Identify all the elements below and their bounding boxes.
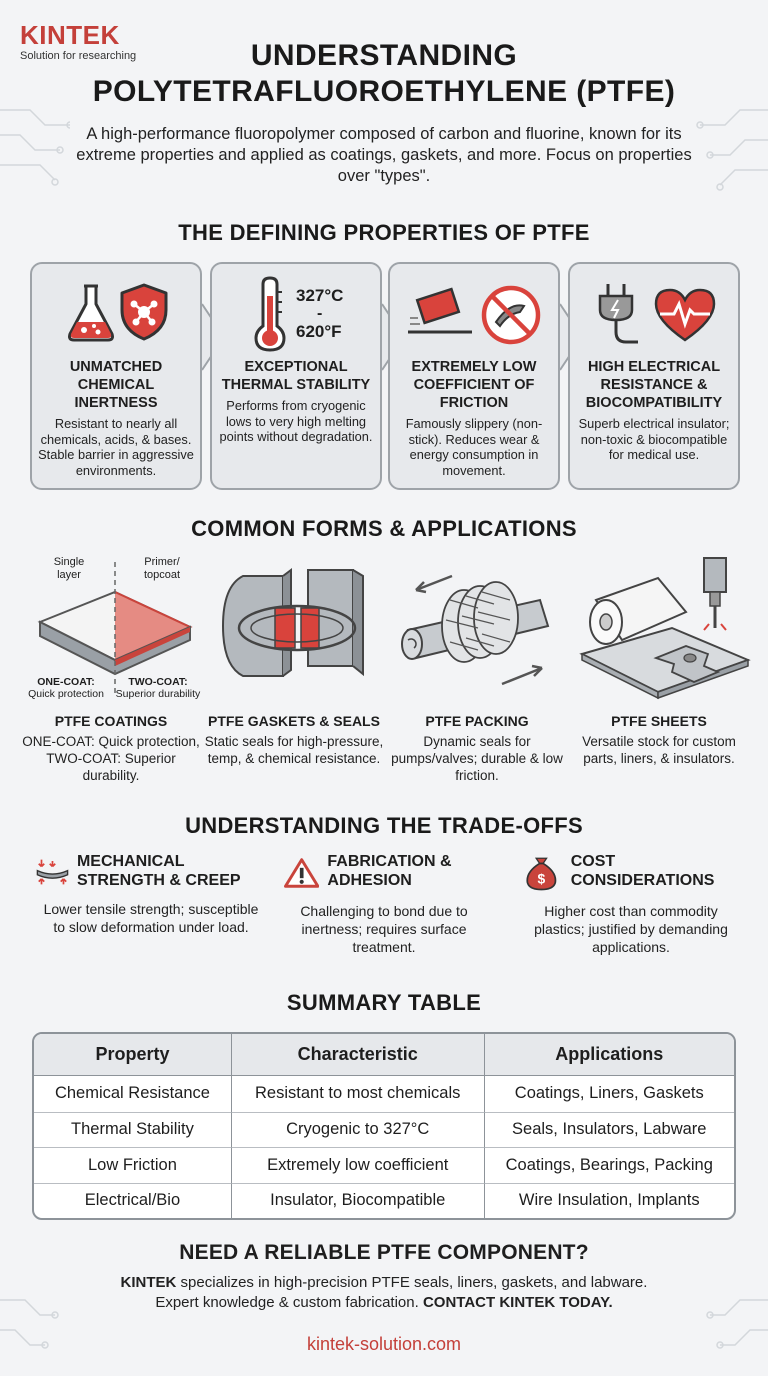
summary-heading: SUMMARY TABLE (286, 990, 482, 1015)
plug-icon (594, 280, 642, 350)
cta-line2: Expert knowledge & custom fabrication. (155, 1294, 423, 1311)
cta-heading: NEED A RELIABLE PTFE COMPONENT? (179, 1241, 589, 1264)
table-cell: Extremely low coefficient (231, 1147, 484, 1183)
table-cell: Coatings, Liners, Gaskets (484, 1076, 735, 1112)
page-title: UNDERSTANDING POLYTETRAFLUOROETHYLENE (PTFE) (92, 39, 676, 108)
tradeoff-desc: Lower tensile strength; susceptible to slow deformation under load. (43, 901, 259, 935)
money-bag-icon (524, 852, 559, 894)
property-desc: Performs from cryogenic lows to very high melting points without degradation. (219, 398, 373, 444)
table-header: Applications (484, 1034, 735, 1076)
coating-label-one (20, 676, 112, 700)
property-title: UNMATCHED CHEMICAL INERTNESS (69, 359, 163, 411)
table-cell: Insulator, Biocompatible (231, 1183, 484, 1219)
sliding-block-icon (406, 286, 476, 344)
sheet-roll-icon (576, 554, 754, 704)
table-cell: Thermal Stability (34, 1112, 231, 1148)
heart-pulse-icon (650, 286, 720, 344)
form-title: PTFE COATINGS (54, 713, 168, 729)
intro-text: A high-performance fluoropolymer composed of carbon and fluorine, known for its extreme properties and applied as coatings, gaskets, and more. Focus on properties over "types". (76, 125, 692, 185)
table-row (34, 1076, 734, 1112)
cta-line1: specializes in high-precision PTFE seals, liners, gaskets, and labware. (176, 1274, 648, 1291)
one-coat-label: ONE-COAT: (37, 676, 95, 688)
temp-high-c: 327°C (296, 286, 344, 305)
table-cell: Chemical Resistance (54, 1084, 210, 1103)
property-title: EXCEPTIONAL THERMAL STABILITY (221, 359, 371, 393)
tradeoff-cost (524, 852, 738, 972)
two-coat-sub: Superior durability (115, 688, 201, 700)
forms-row (20, 552, 750, 802)
table-cell: Resistant to most chemicals (231, 1076, 484, 1112)
table-row (34, 1183, 734, 1219)
forms-heading: COMMON FORMS & APPLICATIONS (191, 516, 577, 541)
temp-high-f: 620°F (296, 322, 342, 341)
form-title: PTFE PACKING (425, 713, 529, 729)
website-link[interactable]: kintek-solution.com (306, 1334, 462, 1354)
form-desc: Dynamic seals for pumps/valves; durable & low friction. (391, 734, 563, 783)
shield-icon (118, 282, 170, 342)
table-cell: Wire Insulation, Implants (484, 1183, 735, 1219)
tradeoff-desc: Higher cost than commodity plastics; justified by demanding applications. (534, 903, 728, 955)
table-row (34, 1147, 734, 1183)
tradeoff-title: FABRICATION & ADHESION (327, 853, 452, 889)
form-title: PTFE SHEETS (611, 713, 707, 729)
table-cell: Low Friction (34, 1147, 231, 1183)
table-header: Property (34, 1034, 231, 1076)
summary-table (32, 1032, 736, 1220)
table-cell: Coatings, Bearings, Packing (484, 1147, 735, 1183)
one-coat-sub: Quick protection (28, 688, 104, 700)
tradeoff-desc: Challenging to bond due to inertness; requires surface treatment. (300, 903, 468, 955)
gasket-flange-icon (213, 556, 378, 701)
property-desc: Superb electrical insulator; non-toxic & biocompatible for medical use. (578, 416, 730, 462)
properties-row (30, 262, 740, 490)
packing-shaft-icon (394, 556, 564, 701)
properties-heading: THE DEFINING PROPERTIES OF PTFE (178, 220, 590, 245)
form-coatings (20, 552, 202, 802)
form-packing (386, 552, 568, 802)
two-coat-label: TWO-COAT: (128, 676, 188, 688)
coating-label-primer: Primer/ topcoat (143, 556, 181, 581)
cta-brand: KINTEK (120, 1274, 177, 1291)
table-row (34, 1112, 734, 1148)
coating-label-single: Single layer (53, 556, 85, 581)
table-header-row (34, 1034, 734, 1076)
form-sheets (568, 552, 750, 802)
coating-label-two (112, 676, 204, 700)
cta-text (20, 1273, 748, 1313)
property-card-friction (388, 262, 560, 490)
form-gaskets (203, 552, 385, 802)
property-title: EXTREMELY LOW COEFFICIENT OF FRICTION (411, 359, 537, 411)
form-title: PTFE GASKETS & SEALS (208, 713, 380, 729)
property-card-chemical (30, 262, 202, 490)
brand-name: KINTEK (20, 20, 120, 50)
flask-icon (64, 282, 118, 344)
table-header: Characteristic (231, 1034, 484, 1076)
property-title: HIGH ELECTRICAL RESISTANCE & BIOCOMPATIBILITY (585, 359, 723, 411)
form-desc: Static seals for high-pressure, temp, & chemical resistance. (204, 734, 384, 766)
form-desc: ONE-COAT: Quick protection, TWO-COAT: Superior durability. (22, 734, 200, 783)
svg-text:$: $ (537, 870, 546, 887)
tradeoff-title: COST CONSIDERATIONS (570, 853, 715, 889)
tradeoff-fabrication (284, 852, 484, 972)
temp-separator: - (317, 305, 323, 322)
tradeoff-mechanical (36, 852, 266, 972)
form-desc: Versatile stock for custom parts, liners, & insulators. (582, 734, 736, 766)
property-desc: Resistant to nearly all chemicals, acids, & bases. Stable barrier in aggressive environments. (38, 416, 194, 478)
property-desc: Famously slippery (non-stick). Reduces wear & energy consumption in movement. (405, 416, 543, 478)
warning-icon (284, 852, 319, 894)
no-stick-icon (480, 284, 542, 346)
property-card-thermal (210, 262, 382, 490)
property-card-electrical (568, 262, 740, 490)
tradeoffs-heading: UNDERSTANDING THE TRADE-OFFS (185, 813, 583, 838)
tradeoff-title: MECHANICAL STRENGTH & CREEP (76, 853, 241, 889)
table-cell: Electrical/Bio (34, 1183, 231, 1219)
thermometer-icon (252, 276, 288, 352)
table-cell: Seals, Insulators, Labware (484, 1112, 735, 1148)
brand-tagline: Solution for researching (20, 50, 137, 62)
cta-contact: CONTACT KINTEK TODAY. (422, 1294, 613, 1311)
compression-icon (36, 852, 69, 892)
table-cell: Cryogenic to 327°C (231, 1112, 484, 1148)
